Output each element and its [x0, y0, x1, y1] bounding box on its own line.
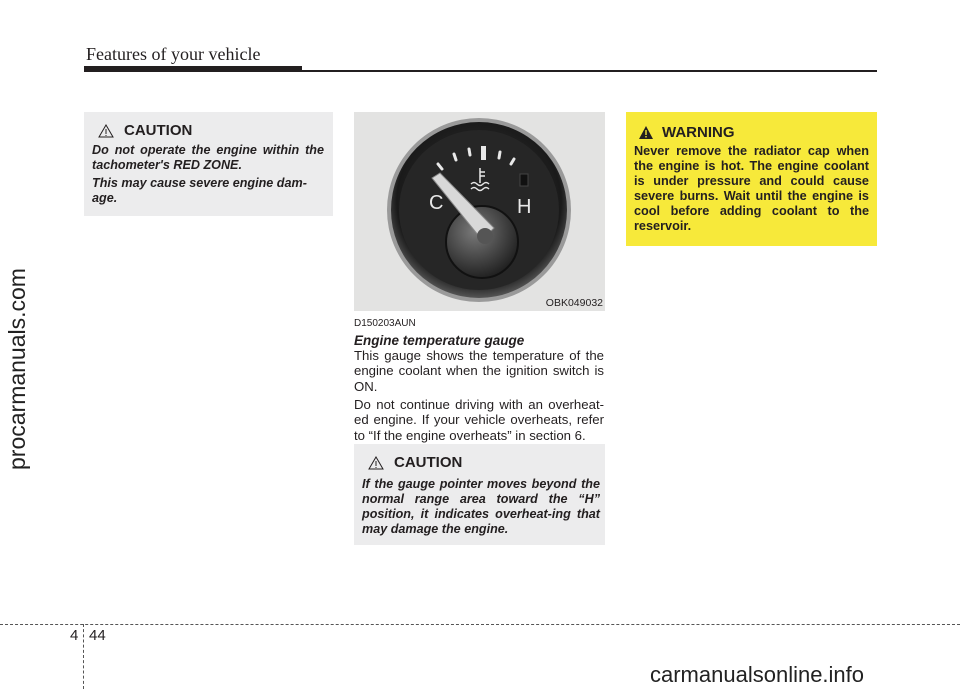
warning-title: [638, 124, 735, 141]
temperature-gauge-image: [354, 112, 605, 311]
gauge-hot-label: H: [517, 196, 532, 218]
caution-text-line2: This may cause severe engine dam-age.: [92, 176, 307, 205]
caution-box-bottom: [354, 444, 605, 545]
warning-triangle-icon: [368, 456, 384, 470]
warning-text: Never remove the radiator cap when the engine is hot. The engine coolant is under pressure and could cause severe burns. Wait until the engine is cool before adding coolant to the reservoir.: [634, 144, 869, 233]
body-paragraph-1: This gauge shows the temperature of the engine coolant when the ignition switch is ON.: [354, 348, 604, 394]
warning-title-text: WARNING: [662, 124, 735, 141]
section-code: D150203AUN: [354, 318, 416, 329]
image-code: OBK049032: [545, 297, 603, 309]
chapter-number: 4: [70, 627, 79, 644]
page-number: 44: [89, 627, 106, 644]
caution-title-top: [98, 122, 192, 139]
caution-box-top: [84, 112, 333, 216]
warning-box: [626, 112, 877, 246]
page-header-title: Features of your vehicle: [86, 44, 261, 64]
header-rule-thin: [302, 70, 877, 72]
warning-triangle-icon: [638, 125, 654, 140]
caution-text-line1: Do not operate the engine within the tachometer's RED ZONE.: [92, 143, 324, 172]
body-paragraph-2: Do not continue driving with an overheat-ed engine. If your vehicle overheats, refer to “If the engine overheats” in section 6.: [354, 397, 604, 443]
caution-text-bottom: If the gauge pointer moves beyond the normal range area toward the “H” position, it indicates overheat-ing that may damage the engine.: [362, 477, 600, 536]
footer-divider: [83, 624, 84, 689]
watermark-left: procarmanuals.com: [4, 268, 30, 470]
gauge-illustration: [354, 112, 605, 311]
caution-title-text: CAUTION: [124, 122, 193, 139]
warning-triangle-icon: [98, 124, 114, 138]
watermark-bottom: carmanualsonline.info: [650, 662, 865, 687]
section-heading: Engine temperature gauge: [354, 333, 525, 348]
caution-title-bottom: [368, 454, 462, 471]
caution-title-text: CAUTION: [394, 454, 463, 471]
gauge-cold-label: C: [429, 192, 444, 214]
footer-rule: [0, 624, 960, 625]
header-rule-thick: [84, 66, 302, 72]
